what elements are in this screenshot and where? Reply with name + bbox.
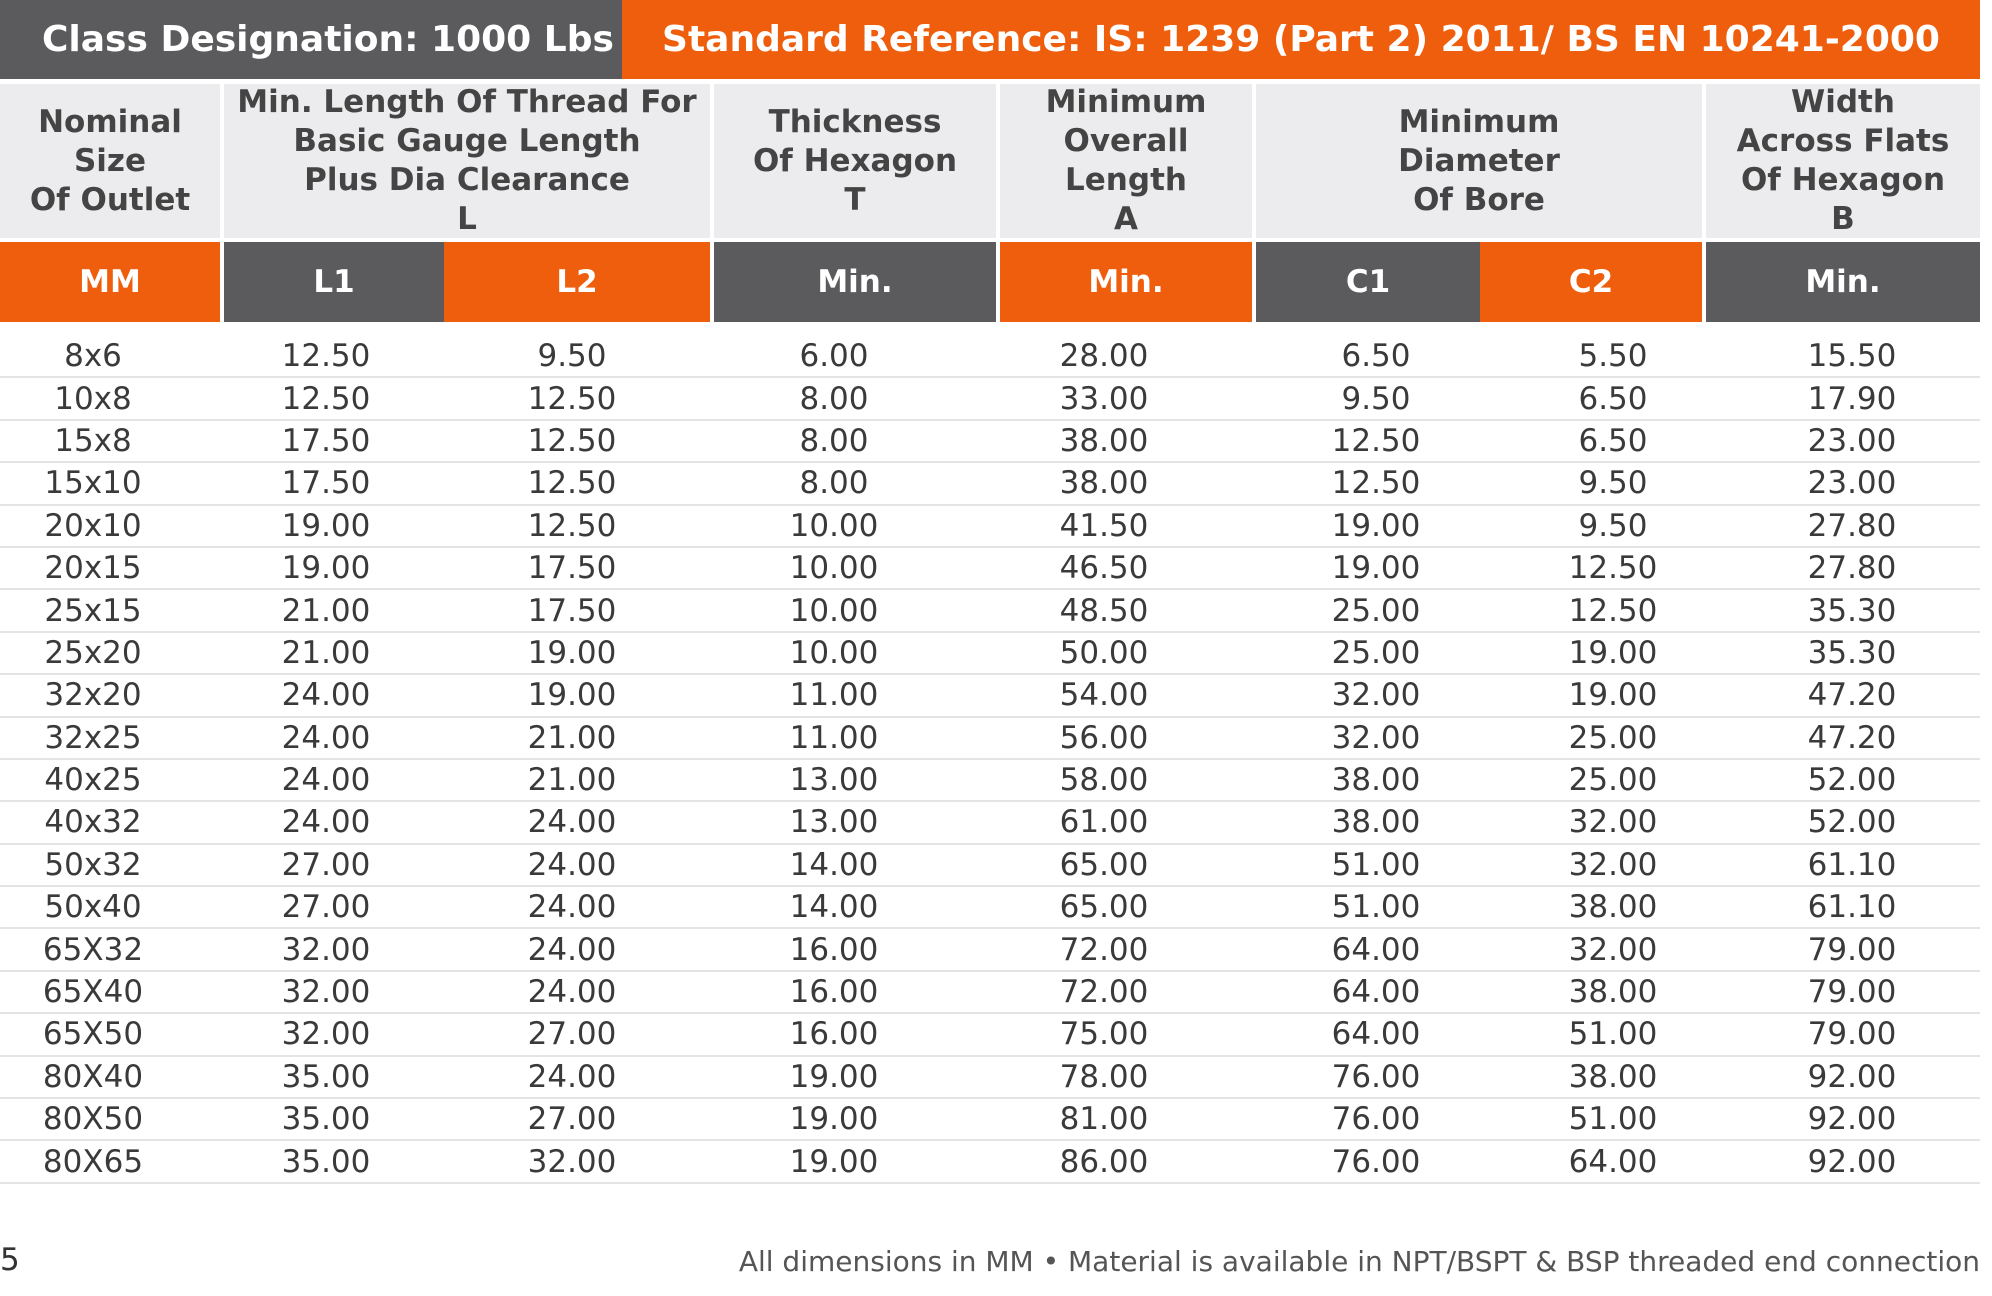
l1-cell: 21.00 [281,592,371,629]
header-thread-length [224,84,710,238]
nominal-size-cell: 10x8 [54,380,132,417]
overall-length-cell: 38.00 [1059,422,1149,459]
l1-cell: 27.00 [281,889,371,926]
width-cell: 23.00 [1807,465,1897,502]
c2-cell: 12.50 [1568,592,1658,629]
width-cell: 35.30 [1807,634,1897,671]
table-row [0,802,1980,844]
subheader-label: L1 [313,264,355,300]
width-cell: 35.30 [1807,592,1897,629]
header-nominal-size [0,84,220,238]
width-cell: 15.50 [1807,338,1897,375]
thickness-cell: 19.00 [789,1143,879,1180]
c2-cell: 32.00 [1568,931,1658,968]
table-row [0,1141,1980,1183]
overall-length-cell: 81.00 [1059,1101,1149,1138]
overall-length-cell: 33.00 [1059,380,1149,417]
nominal-size-cell: 80X65 [42,1143,144,1180]
l1-cell: 32.00 [281,931,371,968]
subheader-c1 [1256,242,1480,322]
table-row [0,378,1980,420]
thickness-cell: 16.00 [789,931,879,968]
table-row [0,548,1980,590]
l2-cell: 17.50 [527,592,617,629]
table-row [0,463,1980,505]
c2-cell: 51.00 [1568,1016,1658,1053]
table-row [0,972,1980,1014]
c2-cell: 6.50 [1578,422,1648,459]
overall-length-cell: 56.00 [1059,719,1149,756]
width-cell: 52.00 [1807,762,1897,799]
overall-length-cell: 58.00 [1059,762,1149,799]
c1-cell: 64.00 [1331,974,1421,1011]
header-thickness [714,84,996,238]
overall-length-cell: 75.00 [1059,1016,1149,1053]
overall-length-cell: 48.50 [1059,592,1149,629]
c1-cell: 76.00 [1331,1058,1421,1095]
header-line: Diameter [1398,142,1560,179]
nominal-size-cell: 80X40 [42,1058,144,1095]
c1-cell: 38.00 [1331,762,1421,799]
table-row [0,1099,1980,1141]
l2-cell: 24.00 [527,1058,617,1095]
nominal-size-cell: 25x20 [44,634,142,671]
overall-length-cell: 86.00 [1059,1143,1149,1180]
c1-cell: 51.00 [1331,889,1421,926]
thickness-cell: 14.00 [789,889,879,926]
header-line: A [1114,201,1138,237]
table-body [0,336,1980,1184]
nominal-size-cell: 32x20 [44,677,142,714]
header-line: Of Bore [1413,181,1545,218]
subheader-mm [0,242,220,322]
width-cell: 23.00 [1807,422,1897,459]
header-line: Of Outlet [29,181,191,218]
c1-cell: 32.00 [1331,719,1421,756]
thickness-cell: 6.00 [799,338,869,375]
subheader-overall-min [1000,242,1252,322]
c2-cell: 19.00 [1568,634,1658,671]
c2-cell: 51.00 [1568,1101,1658,1138]
l2-cell: 27.00 [527,1016,617,1053]
width-cell: 92.00 [1807,1058,1897,1095]
table-row [0,718,1980,760]
subheader-thickness-min [714,242,996,322]
l1-cell: 17.50 [281,422,371,459]
thickness-cell: 8.00 [799,422,869,459]
width-cell: 92.00 [1807,1143,1897,1180]
width-cell: 47.20 [1807,677,1897,714]
thickness-cell: 16.00 [789,974,879,1011]
subheader-label: C2 [1568,264,1614,300]
l1-cell: 35.00 [281,1101,371,1138]
width-cell: 61.10 [1807,846,1897,883]
nominal-size-cell: 50x40 [44,889,142,926]
thickness-cell: 10.00 [789,592,879,629]
nominal-size-cell: 15x10 [44,465,142,502]
header-line: Minimum [1398,103,1560,140]
c1-cell: 51.00 [1331,846,1421,883]
overall-length-cell: 72.00 [1059,974,1149,1011]
l2-cell: 24.00 [527,889,617,926]
header-line: Overall Length [1063,123,1189,198]
l1-cell: 27.00 [281,846,371,883]
l2-cell: 12.50 [527,422,617,459]
l2-cell: 24.00 [527,804,617,841]
nominal-size-cell: 65X40 [42,974,144,1011]
header-overall-length [1000,84,1252,238]
c1-cell: 25.00 [1331,634,1421,671]
width-cell: 79.00 [1807,974,1897,1011]
width-cell: 79.00 [1807,931,1897,968]
l1-cell: 19.00 [281,507,371,544]
c1-cell: 64.00 [1331,1016,1421,1053]
l1-cell: 32.00 [281,974,371,1011]
l2-cell: 17.50 [527,550,617,587]
header-line: Plus Dia Clearance [304,162,630,198]
overall-length-cell: 61.00 [1059,804,1149,841]
table-row [0,633,1980,675]
subheader-label: Min. [817,264,893,300]
c1-cell: 12.50 [1331,422,1421,459]
overall-length-cell: 65.00 [1059,846,1149,883]
width-cell: 27.80 [1807,550,1897,587]
c2-cell: 64.00 [1568,1143,1658,1180]
subheader-l2 [444,242,710,322]
overall-length-cell: 38.00 [1059,465,1149,502]
width-cell: 17.90 [1807,380,1897,417]
c2-cell: 32.00 [1568,804,1658,841]
c2-cell: 5.50 [1578,338,1648,375]
header-line: Of Hexagon [1740,162,1946,198]
thickness-cell: 8.00 [799,465,869,502]
overall-length-cell: 65.00 [1059,889,1149,926]
width-cell: 61.10 [1807,889,1897,926]
header-bore-diameter [1256,84,1702,238]
c1-cell: 19.00 [1331,550,1421,587]
overall-length-cell: 28.00 [1059,338,1149,375]
c2-cell: 19.00 [1568,677,1658,714]
overall-length-cell: 50.00 [1059,634,1149,671]
overall-length-cell: 54.00 [1059,677,1149,714]
l2-cell: 32.00 [527,1143,617,1180]
nominal-size-cell: 65X32 [42,931,144,968]
l2-cell: 24.00 [527,846,617,883]
table-row [0,845,1980,887]
c2-cell: 9.50 [1578,507,1648,544]
table-row [0,675,1980,717]
nominal-size-cell: 50x32 [44,846,142,883]
class-designation-text: Class Designation: 1000 Lbs [42,19,614,60]
table-row [0,1057,1980,1099]
thickness-cell: 11.00 [789,677,879,714]
c1-cell: 76.00 [1331,1101,1421,1138]
subheader-label: C1 [1345,264,1391,300]
subheader-c2 [1480,242,1702,322]
c2-cell: 38.00 [1568,1058,1658,1095]
l1-cell: 19.00 [281,550,371,587]
c1-cell: 38.00 [1331,804,1421,841]
thickness-cell: 19.00 [789,1101,879,1138]
footer-note: All dimensions in MM • Material is available in NPT/BSPT & BSP threaded end connection [738,1245,1980,1278]
table-row [0,421,1980,463]
nominal-size-cell: 32x25 [44,719,142,756]
width-cell: 52.00 [1807,804,1897,841]
thickness-cell: 11.00 [789,719,879,756]
table-row [0,1014,1980,1056]
l1-cell: 12.50 [281,380,371,417]
thickness-cell: 10.00 [789,550,879,587]
width-cell: 27.80 [1807,507,1897,544]
thickness-cell: 10.00 [789,507,879,544]
c1-cell: 25.00 [1331,592,1421,629]
l2-cell: 19.00 [527,677,617,714]
c1-cell: 9.50 [1341,380,1411,417]
table-row [0,929,1980,971]
l1-cell: 32.00 [281,1016,371,1053]
nominal-size-cell: 8x6 [64,338,122,375]
c1-cell: 12.50 [1331,465,1421,502]
l2-cell: 27.00 [527,1101,617,1138]
l1-cell: 17.50 [281,465,371,502]
nominal-size-cell: 20x15 [44,550,142,587]
standard-reference-text: Standard Reference: IS: 1239 (Part 2) 2011/ BS EN 10241-2000 [662,19,1940,60]
subheader-label: L2 [556,264,598,300]
l1-cell: 24.00 [281,804,371,841]
l1-cell: 24.00 [281,677,371,714]
table-row [0,760,1980,802]
header-line: Nominal Size [38,103,182,179]
c1-cell: 6.50 [1341,338,1411,375]
l2-cell: 12.50 [527,380,617,417]
subheader-l1 [224,242,444,322]
thickness-cell: 19.00 [789,1058,879,1095]
nominal-size-cell: 15x8 [54,422,132,459]
header-line: Width [1791,84,1895,120]
thickness-cell: 16.00 [789,1016,879,1053]
standard-reference-banner [622,0,1980,79]
l2-cell: 19.00 [527,634,617,671]
header-line: Across Flats [1736,123,1950,159]
nominal-size-cell: 40x25 [44,762,142,799]
table-row [0,506,1980,548]
c2-cell: 12.50 [1568,550,1658,587]
table-row [0,590,1980,632]
c2-cell: 9.50 [1578,465,1648,502]
table-row [0,336,1980,378]
nominal-size-cell: 25x15 [44,592,142,629]
l2-cell: 9.50 [537,338,607,375]
nominal-size-cell: 80X50 [42,1101,144,1138]
header-line: Min. Length Of Thread For [237,84,697,120]
overall-length-cell: 46.50 [1059,550,1149,587]
l2-cell: 12.50 [527,465,617,502]
overall-length-cell: 41.50 [1059,507,1149,544]
header-line: L [457,201,477,237]
thickness-cell: 10.00 [789,634,879,671]
table-row [0,887,1980,929]
c1-cell: 76.00 [1331,1143,1421,1180]
thickness-cell: 14.00 [789,846,879,883]
width-cell: 79.00 [1807,1016,1897,1053]
thickness-cell: 13.00 [789,762,879,799]
c2-cell: 25.00 [1568,719,1658,756]
nominal-size-cell: 65X50 [42,1016,144,1053]
l2-cell: 24.00 [527,974,617,1011]
c2-cell: 32.00 [1568,846,1658,883]
width-cell: 47.20 [1807,719,1897,756]
l1-cell: 12.50 [281,338,371,375]
page-number: 5 [0,1242,20,1278]
class-designation-banner [0,0,622,79]
header-width-across-flats [1706,84,1980,238]
subheader-label: Min. [1805,264,1881,300]
l1-cell: 35.00 [281,1143,371,1180]
l1-cell: 24.00 [281,719,371,756]
nominal-size-cell: 40x32 [44,804,142,841]
l2-cell: 21.00 [527,719,617,756]
subheader-width-min [1706,242,1980,322]
l2-cell: 24.00 [527,931,617,968]
header-line: Thickness [768,103,942,140]
thickness-cell: 8.00 [799,380,869,417]
c2-cell: 25.00 [1568,762,1658,799]
header-line: Basic Gauge Length [293,123,641,159]
header-line: B [1831,201,1855,237]
l2-cell: 12.50 [527,507,617,544]
l1-cell: 35.00 [281,1058,371,1095]
c2-cell: 38.00 [1568,974,1658,1011]
c2-cell: 38.00 [1568,889,1658,926]
overall-length-cell: 78.00 [1059,1058,1149,1095]
thickness-cell: 13.00 [789,804,879,841]
nominal-size-cell: 20x10 [44,507,142,544]
header-line: Of Hexagon [752,142,958,179]
l1-cell: 24.00 [281,762,371,799]
header-line: Minimum [1045,84,1207,120]
l1-cell: 21.00 [281,634,371,671]
c1-cell: 19.00 [1331,507,1421,544]
l2-cell: 21.00 [527,762,617,799]
subheader-label: Min. [1088,264,1164,300]
c1-cell: 64.00 [1331,931,1421,968]
subheader-label: MM [79,264,141,300]
c2-cell: 6.50 [1578,380,1648,417]
overall-length-cell: 72.00 [1059,931,1149,968]
width-cell: 92.00 [1807,1101,1897,1138]
header-line: T [844,181,866,218]
c1-cell: 32.00 [1331,677,1421,714]
